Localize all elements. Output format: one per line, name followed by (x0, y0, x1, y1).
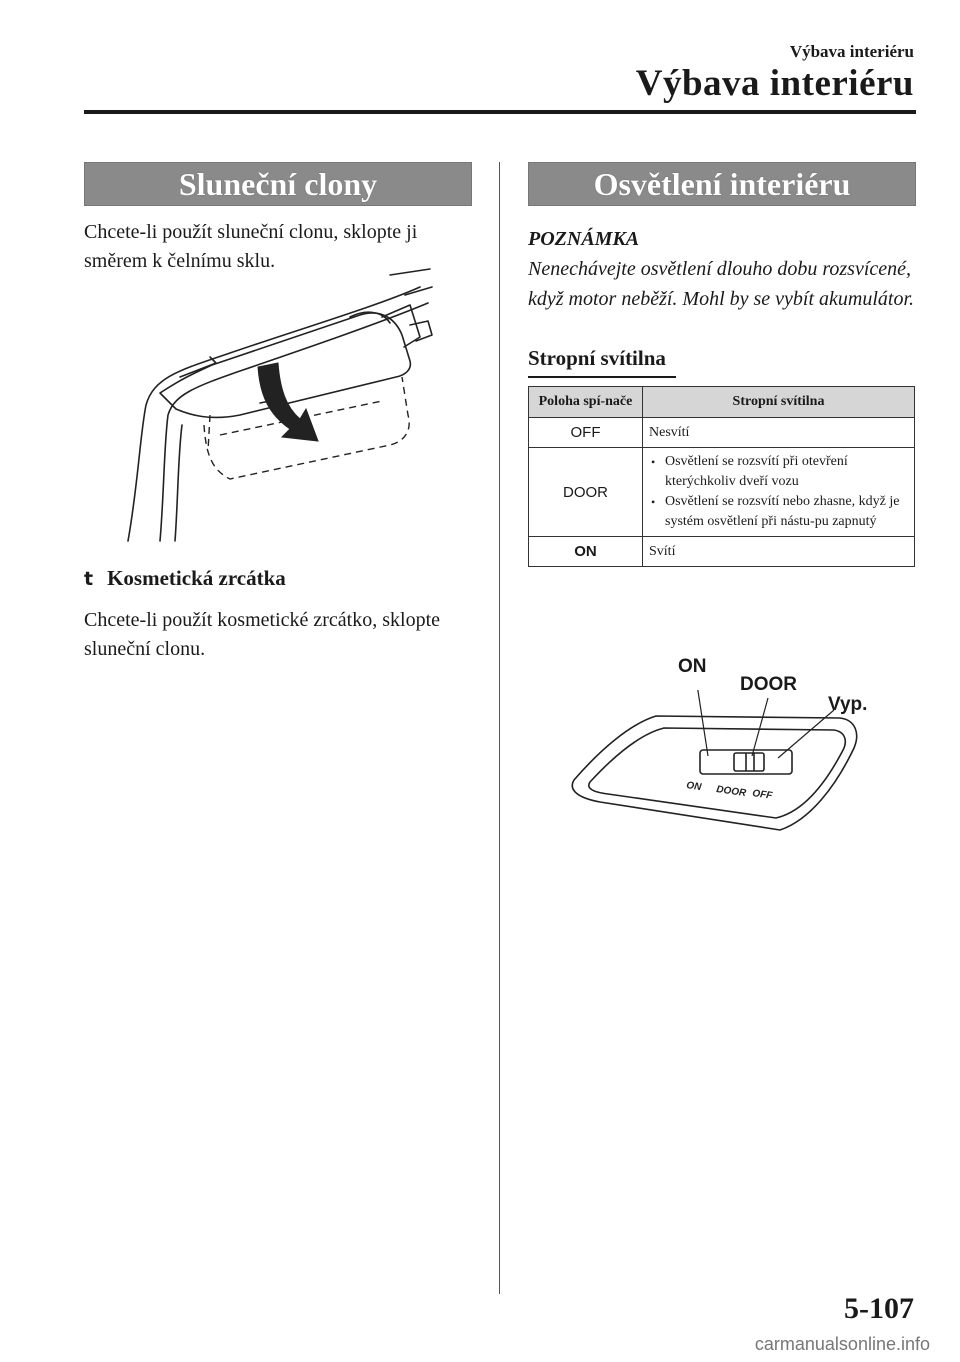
position-off: OFF (529, 418, 643, 448)
header-section-small: Výbava interiéru (789, 42, 914, 61)
table-header-row (529, 387, 915, 418)
table-header-light: Stropní svítilna (643, 387, 915, 418)
interior-lighting-banner (528, 162, 916, 206)
page-number: 5-107 (844, 1292, 914, 1325)
figure-label-off: Vyp. (828, 694, 868, 715)
position-on: ON (529, 537, 643, 567)
table-header-position: Poloha spí-nače (529, 387, 643, 418)
overhead-light-heading-rule (528, 376, 676, 378)
overhead-light-illustration (560, 690, 880, 840)
switch-mark-door: DOOR (715, 784, 747, 800)
sun-visors-title: Sluneční clony (178, 165, 378, 202)
description-on: Svítí (643, 537, 915, 567)
vanity-mirrors-title: Kosmetická zrcátka (107, 566, 286, 590)
switch-mark-on: ON (685, 780, 702, 794)
table-row (529, 418, 915, 448)
fold-down-arrow-icon (258, 363, 318, 441)
figure-label-on: ON (678, 656, 707, 677)
sun-visors-banner (84, 162, 472, 206)
position-door: DOOR (529, 448, 643, 537)
description-off: Nesvítí (643, 418, 915, 448)
list-item: • Osvětlení se rozsvítí nebo zhasne, když je systém osvětlení při nástu-pu zapnutý (649, 492, 908, 532)
overhead-light-heading: Stropní svítilna (528, 346, 666, 370)
watermark: carmanualsonline.info (754, 1334, 930, 1354)
vanity-mirror-instructions: Chcete-li použít kosmetické zrcátko, sklopte sluneční clonu. (84, 609, 440, 660)
table-row (529, 448, 915, 537)
description-door (643, 448, 915, 537)
figure-label-door: DOOR (740, 674, 797, 695)
switch-mark-off: OFF (751, 788, 773, 802)
vanity-mirrors-heading (84, 566, 286, 591)
list-item: • Osvětlení se rozsvítí při otevření kterýchkoliv dveří vozu (649, 452, 908, 492)
sun-visor-instructions: Chcete-li použít sluneční clonu, sklopte ji směrem k čelnímu sklu. (84, 221, 418, 272)
header-section-title: Výbava interiéru (635, 63, 914, 104)
header-rule (84, 110, 916, 114)
overhead-light-table (528, 386, 915, 567)
table-row (529, 537, 915, 567)
note-title: POZNÁMKA (528, 228, 640, 250)
sun-visor-illustration (120, 265, 440, 547)
interior-lighting-title: Osvětlení interiéru (593, 165, 851, 202)
note-body: Nenechávejte osvětlení dlouho dobu rozsvícené, když motor neběží. Mohl by se vybít akumulátor. (528, 258, 915, 310)
column-divider (499, 162, 500, 1294)
section-bullet-icon: t (84, 568, 94, 590)
